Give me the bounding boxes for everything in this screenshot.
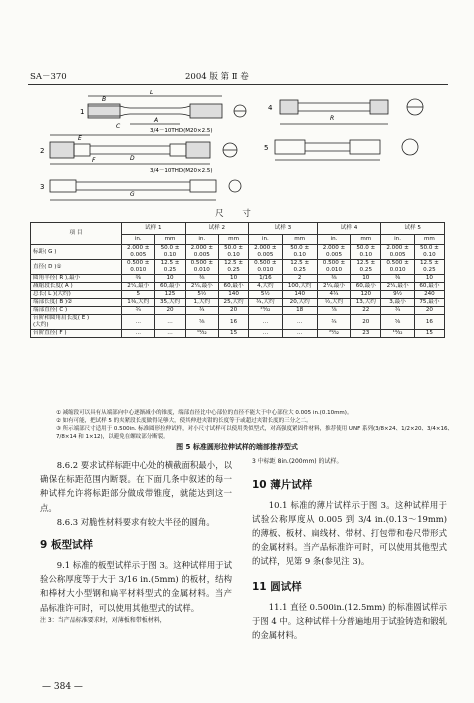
table-cell: 20 bbox=[414, 307, 444, 315]
paragraph-11-1: 11.1 直径 0.500in.(12.5mm) 的标准圆试样示于图 4 中。这种试样十分普遍地用于试验铸造和锻轧的金属材料。 bbox=[252, 601, 447, 640]
page-number: — 384 — bbox=[42, 682, 83, 692]
table-cell: … bbox=[122, 330, 155, 338]
specimen-4-drawing bbox=[280, 99, 423, 124]
table-header-specimen: 试样 3 bbox=[249, 223, 318, 235]
table-row-label: 直径( D )① bbox=[31, 260, 122, 275]
table-cell: 12.5 ± 0.25 bbox=[155, 260, 185, 275]
dim-letter: C bbox=[116, 123, 121, 130]
table-cell: 10 bbox=[155, 275, 185, 283]
table-cell: ¹⁹⁄₃₂ bbox=[381, 330, 414, 338]
table-header-specimen: 试样 2 bbox=[185, 223, 249, 235]
paragraph-8-6-3: 8.6.3 对脆性材料要求有较大半径的圆角。 bbox=[56, 516, 215, 527]
table-row-label: 减缩段长度( A ) bbox=[31, 283, 122, 291]
table-cell: 4,大约 bbox=[249, 283, 282, 291]
table-cell: 1⅜,大约 bbox=[122, 299, 155, 307]
table-header-unit: mm bbox=[155, 235, 185, 245]
table-cell: 2¼,最小 bbox=[122, 283, 155, 291]
table-header-item: 项 目 bbox=[31, 223, 122, 245]
table-cell: … bbox=[122, 315, 155, 330]
specimen-number: 3 bbox=[40, 183, 45, 191]
table-row-label: 标距( G ) bbox=[31, 245, 122, 260]
table-header-unit: mm bbox=[414, 235, 444, 245]
paragraph-10-1: 10.1 标准的薄片试样示于图 3。这种试样用于试验公称厚度从 0.005 到 3/4 in.(0.13～19mm) 的薄板、板材、扁线材、带材、打包带和卷尺带形式的金属材料。当产品标准许可时，可以使用其他型式的试样，见第 9 条(参见注 3)。 bbox=[252, 499, 447, 567]
table-row bbox=[31, 330, 445, 338]
table-cell: ½,大约 bbox=[317, 299, 350, 307]
table-cell: 100,大约 bbox=[282, 283, 317, 291]
table-cell: 60,最小 bbox=[351, 283, 381, 291]
table-cell: 50.0 ± 0.10 bbox=[351, 245, 381, 260]
section-9-heading: 9 板型试样 bbox=[40, 539, 93, 552]
paragraph-9-1: 9.1 标准的板型试样示于图 3。这种试样用于试验公称厚度等于大于 3/16 in.(5mm) 的板材，结构和棒材大小型钢和扁平材料型式的金属材料。当产品标准许可时，可以使用其他型式的试样。 bbox=[40, 560, 232, 613]
dim-letter: G bbox=[130, 191, 135, 198]
table-note: ② 如有可能，把试样 5 的夹紧段长度做得足够大，使其伸进夹钳的长度等于或超过夹钳长度的三分之二。 bbox=[56, 418, 312, 424]
table-cell: 2.000 ± 0.005 bbox=[317, 245, 350, 260]
table-cell: 16 bbox=[414, 315, 444, 330]
table-cell: 5 bbox=[122, 291, 155, 299]
table-cell: … bbox=[155, 330, 185, 338]
table-cell: ⅝ bbox=[185, 315, 218, 330]
specimen-3-drawing bbox=[50, 180, 241, 200]
table-cell: … bbox=[282, 315, 317, 330]
dim-letter: B bbox=[102, 96, 107, 103]
right-column bbox=[252, 458, 447, 642]
table-cell: 75,最小 bbox=[414, 299, 444, 307]
table-row bbox=[31, 275, 445, 283]
table-cell: ²³⁄₃₂ bbox=[249, 307, 282, 315]
table-cell: … bbox=[282, 330, 317, 338]
table-cell: 125 bbox=[155, 291, 185, 299]
dim-letter: R bbox=[330, 115, 335, 122]
table-cell: 20,大约 bbox=[282, 299, 317, 307]
specimen-number: 4 bbox=[268, 104, 273, 112]
table-row bbox=[31, 307, 445, 315]
table-row-label: 端部直径( C ) bbox=[31, 307, 122, 315]
table-cell: ¾ bbox=[317, 315, 350, 330]
table-cell: 13,大约 bbox=[351, 299, 381, 307]
table-header-unit: mm bbox=[351, 235, 381, 245]
table-cell: 0.500 ± 0.010 bbox=[249, 260, 282, 275]
table-cell: … bbox=[249, 330, 282, 338]
table-row bbox=[31, 245, 445, 260]
table-cell: ⅜ bbox=[381, 275, 414, 283]
thread-label: 3/4－10THD(M20×2.5) bbox=[150, 168, 213, 174]
table-cell: 60,最小 bbox=[219, 283, 249, 291]
table-cell: ⅜ bbox=[317, 275, 350, 283]
table-cell: ¾ bbox=[122, 307, 155, 315]
table-cell: 60,最小 bbox=[155, 283, 185, 291]
table-header-specimen: 试样 1 bbox=[122, 223, 186, 235]
table-cell: 18 bbox=[282, 307, 317, 315]
table-cell: ¾ bbox=[185, 307, 218, 315]
table-cell: 1,大约 bbox=[185, 299, 218, 307]
table-row bbox=[31, 315, 445, 330]
table-row-label: 圆角半径( R ),最小 bbox=[31, 275, 122, 283]
dim-letter: L bbox=[150, 90, 154, 96]
figure-caption: 图 5 标准圆形拉伸试样的端部推荐型式 bbox=[176, 443, 298, 451]
table-cell: 240 bbox=[414, 291, 444, 299]
table-cell: 50.0 ± 0.10 bbox=[155, 245, 185, 260]
dim-letter: E bbox=[78, 135, 82, 142]
table-cell: ¹⁹⁄₃₂ bbox=[185, 330, 218, 338]
table-title: 尺 寸 bbox=[215, 209, 259, 219]
table-cell: 120 bbox=[351, 291, 381, 299]
table-cell: 20 bbox=[155, 307, 185, 315]
table-cell: 2.000 ± 0.005 bbox=[185, 245, 218, 260]
table-cell: 16 bbox=[219, 315, 249, 330]
table-cell: 1/16 bbox=[249, 275, 282, 283]
table-cell: 9½ bbox=[381, 291, 414, 299]
thread-label: 3/4－10THD(M20×2.5) bbox=[150, 128, 213, 134]
table-cell: 2¼,最小 bbox=[381, 283, 414, 291]
table-cell: 20 bbox=[351, 315, 381, 330]
table-header-unit: in. bbox=[185, 235, 218, 245]
table-cell: ²⁹⁄₃₂ bbox=[317, 330, 350, 338]
table-cell: 15 bbox=[219, 330, 249, 338]
table-row bbox=[31, 283, 445, 291]
table-header-unit: mm bbox=[282, 235, 317, 245]
table-cell: 0.500 ± 0.010 bbox=[317, 260, 350, 275]
specimen-1-drawing bbox=[88, 96, 246, 124]
table-cell: 4¾ bbox=[317, 291, 350, 299]
table-cell: 2 bbox=[282, 275, 317, 283]
table-cell: 140 bbox=[219, 291, 249, 299]
table-cell: 25,大约 bbox=[219, 299, 249, 307]
running-header-center: 2004 版 第 Ⅱ 卷 bbox=[185, 72, 249, 82]
table-cell: 20 bbox=[219, 307, 249, 315]
table-cell: 50.0 ± 0.10 bbox=[414, 245, 444, 260]
table-row bbox=[31, 291, 445, 299]
table-cell: 12.5 ± 0.25 bbox=[351, 260, 381, 275]
header-rule bbox=[28, 84, 448, 85]
table-cell: 12.5 ± 0.25 bbox=[219, 260, 249, 275]
table-cell: 5½ bbox=[249, 291, 282, 299]
table-cell: 0.500 ± 0.010 bbox=[381, 260, 414, 275]
table-row-label: 总长( L )(大约) bbox=[31, 291, 122, 299]
table-cell: ⅞ bbox=[317, 307, 350, 315]
table-cell: 15 bbox=[414, 330, 444, 338]
table-cell: 10 bbox=[414, 275, 444, 283]
table-header-unit: in. bbox=[317, 235, 350, 245]
table-row bbox=[31, 260, 445, 275]
table-cell: 10 bbox=[219, 275, 249, 283]
section-10-heading: 10 薄片试样 bbox=[252, 478, 313, 491]
table-cell: 3,最小 bbox=[381, 299, 414, 307]
table-row bbox=[31, 299, 445, 307]
table-cell: 2¼,最小 bbox=[317, 283, 350, 291]
table-cell: 2¼,最小 bbox=[185, 283, 218, 291]
table-cell: 10 bbox=[351, 275, 381, 283]
table-header-unit: in. bbox=[249, 235, 282, 245]
table-cell: ¾,大约 bbox=[249, 299, 282, 307]
table-notes bbox=[56, 409, 456, 441]
dim-letter: A bbox=[154, 117, 159, 124]
table-row-label: 台阶直径( F ) bbox=[31, 330, 122, 338]
dim-letter: F bbox=[92, 157, 96, 164]
dimensions-table bbox=[30, 222, 445, 338]
left-column bbox=[40, 458, 232, 625]
paragraph-8-6-2: 8.6.2 要求试样标距中心处的横截面积最小，以确保在标距范围内断裂。在下面几条中叙述的每一种试样允许将标距部分做成带锥度，就能达到这一点。 bbox=[40, 460, 232, 513]
table-row-label: 端部长度( B )② bbox=[31, 299, 122, 307]
table-header-specimen: 试样 5 bbox=[381, 223, 445, 235]
note-3-continuation: 3 中标距 8in.(200mm) 的试样。 bbox=[252, 458, 343, 465]
specimen-number: 1 bbox=[80, 108, 85, 116]
table-cell: 0.500 ± 0.010 bbox=[122, 260, 155, 275]
table-cell: ¾ bbox=[381, 307, 414, 315]
table-cell: … bbox=[249, 315, 282, 330]
table-cell: 50.0 ± 0.10 bbox=[282, 245, 317, 260]
table-cell: 60,最小 bbox=[414, 283, 444, 291]
running-header-left: SA－370 bbox=[30, 72, 67, 82]
table-cell: 23 bbox=[351, 330, 381, 338]
specimen-drawings bbox=[30, 90, 450, 205]
table-cell: 5½ bbox=[185, 291, 218, 299]
specimen-number: 2 bbox=[40, 147, 45, 155]
table-header-unit: in. bbox=[381, 235, 414, 245]
table-cell: 12.5 ± 0.25 bbox=[414, 260, 444, 275]
table-note: ① 减缩段可以具有从端部向中心逐渐减小的锥度，端部直径比中心部位的直径不能大于中心部位大 0.005 in.(0.10mm)。 bbox=[56, 410, 353, 416]
table-header-unit: mm bbox=[219, 235, 249, 245]
table-header-specimen: 试样 4 bbox=[317, 223, 381, 235]
note-3: 注 3：当产品标准要求时，对薄板和带板材料， bbox=[40, 616, 166, 624]
table-cell: 12.5 ± 0.25 bbox=[282, 260, 317, 275]
table-note: ③ 所示端部尺寸适用于 0.500in. 标准圆形拉伸试样，对小尺寸试样可以使用类似型式，对高强度紧固件材料，推荐使用 UNF 系列(3/8×24、1/2×20、3/4×16、7/8×14 和 1×12)，以避免在螺纹部分断裂。 bbox=[56, 426, 454, 440]
table-cell: 35,大约 bbox=[155, 299, 185, 307]
specimen-5-drawing bbox=[275, 139, 418, 160]
table-header-unit: in. bbox=[122, 235, 155, 245]
table-cell: 50.0 ± 0.10 bbox=[219, 245, 249, 260]
table-cell: ⅝ bbox=[381, 315, 414, 330]
table-cell: 140 bbox=[282, 291, 317, 299]
specimen-number: 5 bbox=[264, 144, 269, 152]
table-cell: … bbox=[155, 315, 185, 330]
table-row-label: 台阶和圆角肩长度( E ) (大约) bbox=[31, 315, 122, 330]
table-cell: 22 bbox=[351, 307, 381, 315]
dim-letter: D bbox=[130, 155, 135, 162]
table-cell: ⅜ bbox=[185, 275, 218, 283]
table-cell: 2.000 ± 0.005 bbox=[122, 245, 155, 260]
table-cell: 0.500 ± 0.010 bbox=[185, 260, 218, 275]
section-11-heading: 11 圆试样 bbox=[252, 580, 302, 593]
table-cell: ⅜ bbox=[122, 275, 155, 283]
table-cell: 2.000 ± 0.005 bbox=[249, 245, 282, 260]
table-cell: 2.000 ± 0.005 bbox=[381, 245, 414, 260]
